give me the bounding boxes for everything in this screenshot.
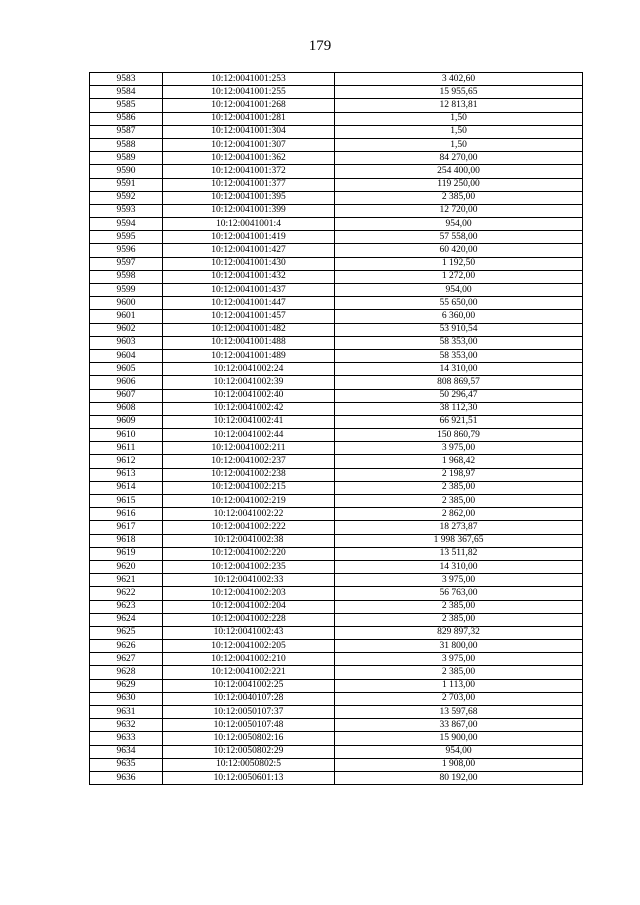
cadastral-number-cell: 10:12:0041001:281	[163, 112, 335, 125]
value-cell: 1 968,42	[335, 455, 583, 468]
row-number-cell: 9632	[90, 719, 163, 732]
cadastral-number-cell: 10:12:0041001:268	[163, 99, 335, 112]
table-row	[90, 706, 583, 719]
cadastral-number-cell: 10:12:0041002:33	[163, 574, 335, 587]
value-cell: 55 650,00	[335, 297, 583, 310]
cadastral-number-cell: 10:12:0041001:489	[163, 349, 335, 362]
value-cell: 56 763,00	[335, 587, 583, 600]
cadastral-number-cell: 10:12:0041001:372	[163, 165, 335, 178]
value-cell: 12 813,81	[335, 99, 583, 112]
table-row	[90, 587, 583, 600]
table-row	[90, 626, 583, 639]
row-number-cell: 9602	[90, 323, 163, 336]
row-number-cell: 9611	[90, 442, 163, 455]
value-cell: 2 385,00	[335, 613, 583, 626]
table-row	[90, 336, 583, 349]
value-cell: 2 385,00	[335, 666, 583, 679]
row-number-cell: 9610	[90, 429, 163, 442]
value-cell: 2 862,00	[335, 508, 583, 521]
row-number-cell: 9613	[90, 468, 163, 481]
value-cell: 14 310,00	[335, 560, 583, 573]
value-cell: 2 198,97	[335, 468, 583, 481]
value-cell: 2 385,00	[335, 600, 583, 613]
row-number-cell: 9604	[90, 349, 163, 362]
table-row	[90, 521, 583, 534]
table-row	[90, 389, 583, 402]
cadastral-number-cell: 10:12:0041001:255	[163, 86, 335, 99]
value-cell: 15 900,00	[335, 732, 583, 745]
table-row	[90, 719, 583, 732]
value-cell: 57 558,00	[335, 231, 583, 244]
cadastral-number-cell: 10:12:0041002:228	[163, 613, 335, 626]
value-cell: 119 250,00	[335, 178, 583, 191]
table-row	[90, 231, 583, 244]
value-cell: 58 353,00	[335, 336, 583, 349]
value-cell: 80 192,00	[335, 771, 583, 784]
cadastral-number-cell: 10:12:0041001:304	[163, 125, 335, 138]
cadastral-number-cell: 10:12:0041001:419	[163, 231, 335, 244]
row-number-cell: 9624	[90, 613, 163, 626]
cadastral-number-cell: 10:12:0041002:238	[163, 468, 335, 481]
cadastral-number-cell: 10:12:0050802:5	[163, 758, 335, 771]
row-number-cell: 9628	[90, 666, 163, 679]
cadastral-number-cell: 10:12:0041002:205	[163, 640, 335, 653]
cadastral-number-cell: 10:12:0041002:38	[163, 534, 335, 547]
row-number-cell: 9607	[90, 389, 163, 402]
value-cell: 1,50	[335, 112, 583, 125]
row-number-cell: 9636	[90, 771, 163, 784]
table-row	[90, 349, 583, 362]
cadastral-number-cell: 10:12:0041002:210	[163, 653, 335, 666]
cadastral-number-cell: 10:12:0041001:437	[163, 284, 335, 297]
row-number-cell: 9633	[90, 732, 163, 745]
table-row	[90, 191, 583, 204]
table-row	[90, 165, 583, 178]
row-number-cell: 9621	[90, 574, 163, 587]
cadastral-number-cell: 10:12:0041001:482	[163, 323, 335, 336]
row-number-cell: 9630	[90, 692, 163, 705]
row-number-cell: 9609	[90, 415, 163, 428]
cadastral-number-cell: 10:12:0041001:447	[163, 297, 335, 310]
value-cell: 6 360,00	[335, 310, 583, 323]
row-number-cell: 9634	[90, 745, 163, 758]
value-cell: 3 975,00	[335, 574, 583, 587]
table-row	[90, 112, 583, 125]
cadastral-number-cell: 10:12:0041001:4	[163, 218, 335, 231]
table-row	[90, 415, 583, 428]
row-number-cell: 9603	[90, 336, 163, 349]
cadastral-number-cell: 10:12:0041001:399	[163, 204, 335, 217]
cadastral-number-cell: 10:12:0041001:427	[163, 244, 335, 257]
table-row	[90, 310, 583, 323]
row-number-cell: 9591	[90, 178, 163, 191]
row-number-cell: 9616	[90, 508, 163, 521]
value-cell: 1 908,00	[335, 758, 583, 771]
table-row	[90, 218, 583, 231]
table-row	[90, 152, 583, 165]
table-row	[90, 613, 583, 626]
value-cell: 954,00	[335, 218, 583, 231]
value-cell: 3 402,60	[335, 73, 583, 86]
row-number-cell: 9622	[90, 587, 163, 600]
row-number-cell: 9593	[90, 204, 163, 217]
value-cell: 2 385,00	[335, 495, 583, 508]
table-row	[90, 468, 583, 481]
cadastral-number-cell: 10:12:0041002:42	[163, 402, 335, 415]
cadastral-number-cell: 10:12:0041002:221	[163, 666, 335, 679]
row-number-cell: 9600	[90, 297, 163, 310]
cadastral-number-cell: 10:12:0040107:28	[163, 692, 335, 705]
row-number-cell: 9585	[90, 99, 163, 112]
table-row	[90, 402, 583, 415]
cadastral-number-cell: 10:12:0041001:307	[163, 138, 335, 151]
value-cell: 1 272,00	[335, 270, 583, 283]
table-row	[90, 574, 583, 587]
row-number-cell: 9584	[90, 86, 163, 99]
value-cell: 254 400,00	[335, 165, 583, 178]
cadastral-number-cell: 10:12:0041002:43	[163, 626, 335, 639]
cadastral-number-cell: 10:12:0041002:41	[163, 415, 335, 428]
value-cell: 13 597,68	[335, 706, 583, 719]
table-row	[90, 442, 583, 455]
value-cell: 50 296,47	[335, 389, 583, 402]
cadastral-number-cell: 10:12:0041001:430	[163, 257, 335, 270]
value-cell: 2 385,00	[335, 481, 583, 494]
value-cell: 15 955,65	[335, 86, 583, 99]
value-cell: 38 112,30	[335, 402, 583, 415]
cadastral-number-cell: 10:12:0041002:220	[163, 547, 335, 560]
row-number-cell: 9635	[90, 758, 163, 771]
value-cell: 3 975,00	[335, 442, 583, 455]
table-row	[90, 560, 583, 573]
value-cell: 18 273,87	[335, 521, 583, 534]
table-row	[90, 73, 583, 86]
cadastral-number-cell: 10:12:0041002:237	[163, 455, 335, 468]
cadastral-number-cell: 10:12:0041002:211	[163, 442, 335, 455]
cadastral-number-cell: 10:12:0041002:219	[163, 495, 335, 508]
cadastral-number-cell: 10:12:0041002:222	[163, 521, 335, 534]
value-cell: 3 975,00	[335, 653, 583, 666]
row-number-cell: 9619	[90, 547, 163, 560]
value-cell: 66 921,51	[335, 415, 583, 428]
value-cell: 53 910,54	[335, 323, 583, 336]
table-body	[90, 73, 583, 785]
table-row	[90, 692, 583, 705]
table-row	[90, 666, 583, 679]
table-row	[90, 323, 583, 336]
table-row	[90, 455, 583, 468]
row-number-cell: 9614	[90, 481, 163, 494]
cadastral-number-cell: 10:12:0041001:377	[163, 178, 335, 191]
row-number-cell: 9625	[90, 626, 163, 639]
row-number-cell: 9587	[90, 125, 163, 138]
value-cell: 84 270,00	[335, 152, 583, 165]
row-number-cell: 9606	[90, 376, 163, 389]
table-row	[90, 534, 583, 547]
cadastral-number-cell: 10:12:0041002:22	[163, 508, 335, 521]
row-number-cell: 9583	[90, 73, 163, 86]
cadastral-number-cell: 10:12:0041002:39	[163, 376, 335, 389]
value-cell: 829 897,32	[335, 626, 583, 639]
cadastral-number-cell: 10:12:0041002:24	[163, 363, 335, 376]
cadastral-number-cell: 10:12:0041002:204	[163, 600, 335, 613]
row-number-cell: 9590	[90, 165, 163, 178]
value-cell: 13 511,82	[335, 547, 583, 560]
table-row	[90, 99, 583, 112]
value-cell: 31 800,00	[335, 640, 583, 653]
cadastral-number-cell: 10:12:0050107:37	[163, 706, 335, 719]
row-number-cell: 9599	[90, 284, 163, 297]
cadastral-number-cell: 10:12:0041002:44	[163, 429, 335, 442]
value-cell: 12 720,00	[335, 204, 583, 217]
cadastral-number-cell: 10:12:0041002:25	[163, 679, 335, 692]
table-row	[90, 244, 583, 257]
cadastral-number-cell: 10:12:0041002:215	[163, 481, 335, 494]
value-cell: 1,50	[335, 125, 583, 138]
cadastral-number-cell: 10:12:0050802:29	[163, 745, 335, 758]
cadastral-number-cell: 10:12:0041001:457	[163, 310, 335, 323]
row-number-cell: 9626	[90, 640, 163, 653]
table-row	[90, 508, 583, 521]
table-row	[90, 679, 583, 692]
row-number-cell: 9620	[90, 560, 163, 573]
table-row	[90, 429, 583, 442]
cadastral-number-cell: 10:12:0041002:203	[163, 587, 335, 600]
row-number-cell: 9597	[90, 257, 163, 270]
row-number-cell: 9595	[90, 231, 163, 244]
value-cell: 954,00	[335, 284, 583, 297]
row-number-cell: 9629	[90, 679, 163, 692]
cadastral-number-cell: 10:12:0041001:488	[163, 336, 335, 349]
page-number: 179	[308, 38, 332, 54]
row-number-cell: 9623	[90, 600, 163, 613]
row-number-cell: 9592	[90, 191, 163, 204]
table-row	[90, 257, 583, 270]
value-cell: 150 860,79	[335, 429, 583, 442]
value-cell: 1,50	[335, 138, 583, 151]
cadastral-number-cell: 10:12:0050601:13	[163, 771, 335, 784]
cadastral-number-cell: 10:12:0041001:395	[163, 191, 335, 204]
cadastral-number-cell: 10:12:0041001:432	[163, 270, 335, 283]
value-cell: 2 703,00	[335, 692, 583, 705]
table-row	[90, 495, 583, 508]
row-number-cell: 9612	[90, 455, 163, 468]
table-row	[90, 758, 583, 771]
table-row	[90, 270, 583, 283]
value-cell: 1 113,00	[335, 679, 583, 692]
cadastral-number-cell: 10:12:0041001:362	[163, 152, 335, 165]
row-number-cell: 9596	[90, 244, 163, 257]
value-cell: 60 420,00	[335, 244, 583, 257]
row-number-cell: 9586	[90, 112, 163, 125]
table-row	[90, 138, 583, 151]
table-row	[90, 481, 583, 494]
cadastral-number-cell: 10:12:0041001:253	[163, 73, 335, 86]
table-row	[90, 284, 583, 297]
cadastral-number-cell: 10:12:0050802:16	[163, 732, 335, 745]
table-row	[90, 204, 583, 217]
table-row	[90, 653, 583, 666]
value-cell: 1 998 367,65	[335, 534, 583, 547]
table-row	[90, 86, 583, 99]
value-cell: 33 867,00	[335, 719, 583, 732]
value-cell: 58 353,00	[335, 349, 583, 362]
row-number-cell: 9601	[90, 310, 163, 323]
row-number-cell: 9588	[90, 138, 163, 151]
row-number-cell: 9589	[90, 152, 163, 165]
table-row	[90, 547, 583, 560]
cadastral-number-cell: 10:12:0041002:235	[163, 560, 335, 573]
table-row	[90, 600, 583, 613]
cadastral-number-cell: 10:12:0050107:48	[163, 719, 335, 732]
table-row	[90, 125, 583, 138]
value-cell: 1 192,50	[335, 257, 583, 270]
row-number-cell: 9617	[90, 521, 163, 534]
row-number-cell: 9598	[90, 270, 163, 283]
cadastral-value-table	[89, 72, 583, 785]
value-cell: 2 385,00	[335, 191, 583, 204]
row-number-cell: 9605	[90, 363, 163, 376]
value-cell: 954,00	[335, 745, 583, 758]
value-cell: 14 310,00	[335, 363, 583, 376]
value-cell: 808 869,57	[335, 376, 583, 389]
table-row	[90, 363, 583, 376]
row-number-cell: 9631	[90, 706, 163, 719]
row-number-cell: 9618	[90, 534, 163, 547]
table-row	[90, 732, 583, 745]
table-row	[90, 297, 583, 310]
table-row	[90, 771, 583, 784]
row-number-cell: 9627	[90, 653, 163, 666]
row-number-cell: 9608	[90, 402, 163, 415]
table-row	[90, 640, 583, 653]
table-row	[90, 178, 583, 191]
table-row	[90, 376, 583, 389]
row-number-cell: 9615	[90, 495, 163, 508]
cadastral-number-cell: 10:12:0041002:40	[163, 389, 335, 402]
table-row	[90, 745, 583, 758]
row-number-cell: 9594	[90, 218, 163, 231]
